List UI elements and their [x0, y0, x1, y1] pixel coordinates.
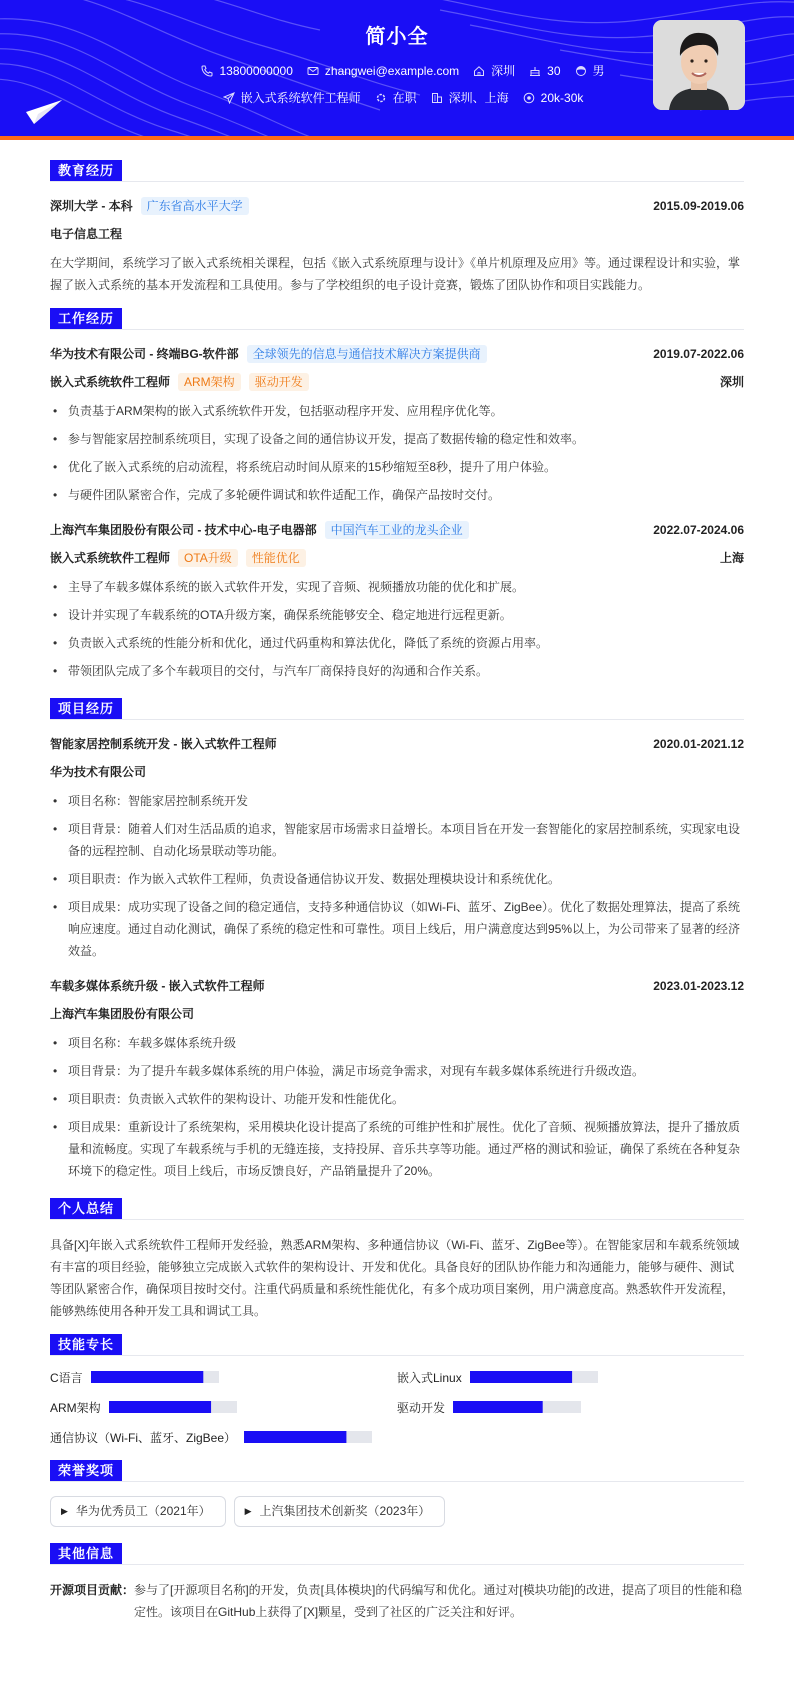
other-text: 参与了[开源项目名称]的开发，负责[具体模块]的代码编写和优化。通过对[模块功能]的改进，提高了项目的性能和稳定性。该项目在GitHub上获得了[X]颗星，受到了社区的广泛关注和好评。 — [134, 1583, 743, 1619]
list-item: • 项目名称：车载多媒体系统升级 — [50, 1032, 744, 1054]
skill-name: 嵌入式Linux — [397, 1370, 462, 1385]
skill-tag: 性能优化 — [246, 549, 306, 567]
other-section — [50, 1541, 744, 1623]
contact-email — [307, 64, 459, 78]
section-title: 荣誉奖项 — [50, 1460, 122, 1481]
skill-bar-fill — [470, 1371, 572, 1383]
intent-status — [375, 89, 417, 106]
skill-name: ARM架构 — [50, 1400, 101, 1415]
phone-text: 13800000000 — [219, 63, 293, 78]
education-section — [50, 158, 744, 296]
candidate-name: 简小全 — [365, 26, 429, 48]
age-text: 30 — [547, 63, 561, 78]
triangle-right-icon: ▶ — [244, 1506, 252, 1516]
section-header — [50, 1458, 744, 1482]
list-item: • 参与智能家居控制系统项目，实现了设备之间的通信协议开发，提高了数据传输的稳定性和效率。 — [50, 428, 744, 450]
section-header — [50, 1332, 744, 1356]
skill-bar-fill — [109, 1401, 211, 1413]
skill-item — [50, 1400, 397, 1414]
work-location: 深圳 — [719, 375, 744, 389]
list-item: • 设计并实现了车载系统的OTA升级方案，确保系统能够安全、稳定地进行远程更新。 — [50, 604, 744, 626]
section-title: 其他信息 — [50, 1543, 122, 1564]
cake-icon — [529, 65, 541, 77]
work-date: 2022.07-2024.06 — [653, 523, 744, 537]
list-item: • 项目成果：成功实现了设备之间的稳定通信，支持多种通信协议（如Wi-Fi、蓝牙、ZigBee）。优化了数据处理算法，提高了系统响应速度。通过自动化测试，确保了系统的稳定性和可靠性。项目上线后，用户满意度达到95%以上，为公司带来了显著的经济效益。 — [50, 896, 744, 962]
skill-item — [50, 1430, 397, 1444]
section-title: 项目经历 — [50, 698, 122, 719]
school-name: 深圳大学 - 本科 — [50, 199, 133, 213]
section-header — [50, 306, 744, 330]
skill-bar — [109, 1401, 237, 1413]
major: 电子信息工程 — [50, 227, 123, 241]
resume-header — [0, 0, 794, 140]
resume-body — [0, 140, 794, 1653]
list-item: • 优化了嵌入式系统的启动流程，将系统启动时间从原来的15秒缩短至8秒，提升了用户体验。 — [50, 456, 744, 478]
section-header — [50, 158, 744, 182]
status-icon — [375, 92, 387, 104]
list-item: • 带领团队完成了多个车载项目的交付，与汽车厂商保持良好的沟通和合作关系。 — [50, 660, 744, 682]
list-item: • 项目名称：智能家居控制系统开发 — [50, 790, 744, 812]
section-header — [50, 696, 744, 720]
contact-age — [529, 64, 560, 78]
projects-section — [50, 696, 744, 1182]
city-text: 深圳 — [491, 64, 516, 78]
avatar-portrait — [653, 20, 745, 110]
skill-name: 驱动开发 — [397, 1400, 446, 1415]
education-description: 在大学期间，系统学习了嵌入式系统相关课程，包括《嵌入式系统原理与设计》《单片机原理及应用》等。通过课程设计和实验，掌握了嵌入式系统的基本开发流程和工具使用。参与了学校组织的电子设计竞赛，锻炼了团队协作和项目实践能力。 — [50, 256, 741, 292]
intent-salary — [523, 91, 584, 105]
section-header — [50, 1196, 744, 1220]
award-item — [50, 1496, 226, 1527]
list-item: • 负责嵌入式系统的性能分析和优化，通过代码重构和算法优化，降低了系统的资源占用率。 — [50, 632, 744, 654]
intent-cities — [431, 89, 509, 106]
school-tag: 广东省高水平大学 — [141, 197, 249, 215]
skill-tag: OTA升级 — [178, 549, 238, 567]
phone-icon — [201, 65, 213, 77]
work-bullets — [50, 576, 744, 682]
triangle-right-icon: ▶ — [61, 1506, 68, 1516]
project-bullets — [50, 790, 744, 962]
salary-icon — [523, 92, 535, 104]
list-item: • 项目职责：作为嵌入式软件工程师，负责设备通信协议开发、数据处理模块设计和系统优化。 — [50, 868, 744, 890]
section-header — [50, 1541, 744, 1565]
summary-text: 具备[X]年嵌入式系统软件工程师开发经验，熟悉ARM架构、多种通信协议（Wi-Fi、蓝牙、ZigBee等）。在智能家居和车载系统领域有丰富的项目经验，能够独立完成嵌入式软件的架构设计、开发和优化。具备良好的团队协作能力和沟通能力，能够与硬件、测试等团队紧密合作，确保项目按时交付。注重代码质量和系统性能优化，有多个成功项目案例，用户满意度高。熟悉软件开发流程，能够熟练使用各种开发工具和调试工具。 — [50, 1238, 740, 1318]
company-name: 上海汽车集团股份有限公司 - 技术中心-电子电器部 — [50, 523, 317, 537]
skill-bar — [91, 1371, 219, 1383]
status-text: 在职 — [392, 91, 417, 105]
gender-icon — [575, 65, 587, 77]
list-item: • 项目背景：随着人们对生活品质的追求，智能家居市场需求日益增长。本项目旨在开发一套智能化的家居控制系统，实现家电设备的远程控制、自动化场景联动等功能。 — [50, 818, 744, 862]
skill-item — [50, 1370, 397, 1384]
section-title: 个人总结 — [50, 1198, 122, 1219]
project-company: 华为技术有限公司 — [50, 765, 147, 779]
skill-bar-fill — [453, 1401, 543, 1413]
work-bullets — [50, 400, 744, 506]
skills-grid — [50, 1370, 744, 1444]
list-item: • 项目职责：负责嵌入式软件的架构设计、功能开发和性能优化。 — [50, 1088, 744, 1110]
building-icon — [431, 92, 443, 104]
home-icon — [473, 65, 485, 77]
contact-gender — [575, 62, 605, 79]
work-location: 上海 — [719, 551, 744, 565]
intent-position — [223, 89, 361, 106]
award-text: 上汽集团技术创新奖（2023年） — [259, 1504, 431, 1518]
project-item — [50, 976, 744, 1182]
job-role: 嵌入式系统软件工程师 — [50, 551, 171, 565]
skill-tag: ARM架构 — [178, 373, 241, 391]
cities-text: 深圳、上海 — [448, 91, 509, 105]
education-item — [50, 196, 744, 216]
award-item — [234, 1496, 446, 1527]
paper-plane-icon — [24, 98, 64, 126]
contact-city — [473, 62, 515, 79]
skill-bar — [470, 1371, 598, 1383]
list-item: • 主导了车载多媒体系统的嵌入式软件开发，实现了音频、视频播放功能的优化和扩展。 — [50, 576, 744, 598]
skill-name: 通信协议（Wi-Fi、蓝牙、ZigBee） — [50, 1430, 237, 1445]
section-title: 技能专长 — [50, 1334, 122, 1355]
gender-text: 男 — [592, 64, 605, 78]
summary-section — [50, 1196, 744, 1322]
section-title: 教育经历 — [50, 160, 122, 181]
skill-bar-fill — [244, 1431, 346, 1443]
skill-bar — [453, 1401, 581, 1413]
awards-section — [50, 1458, 744, 1527]
work-section — [50, 306, 744, 682]
education-date: 2015.09-2019.06 — [653, 199, 744, 213]
company-tag: 全球领先的信息与通信技术解决方案提供商 — [247, 345, 487, 363]
work-item — [50, 344, 744, 506]
position-text: 嵌入式系统软件工程师 — [240, 91, 361, 105]
skill-name: C语言 — [50, 1370, 83, 1385]
list-item: • 项目背景：为了提升车载多媒体系统的用户体验，满足市场竞争需求，对现有车载多媒体系统进行升级改造。 — [50, 1060, 744, 1082]
skill-bar — [244, 1431, 372, 1443]
skill-bar-fill — [91, 1371, 204, 1383]
work-item — [50, 520, 744, 682]
avatar — [653, 20, 745, 110]
other-item — [50, 1579, 744, 1623]
project-name: 智能家居控制系统开发 - 嵌入式软件工程师 — [50, 737, 277, 751]
company-name: 华为技术有限公司 - 终端BG-软件部 — [50, 347, 239, 361]
skill-item — [397, 1400, 744, 1414]
project-date: 2023.01-2023.12 — [653, 979, 744, 993]
mail-icon — [307, 65, 319, 77]
email-text: zhangwei@example.com — [324, 63, 460, 78]
skill-tag: 驱动开发 — [249, 373, 309, 391]
job-role: 嵌入式系统软件工程师 — [50, 375, 171, 389]
awards-list — [50, 1496, 744, 1527]
project-item — [50, 734, 744, 962]
company-tag: 中国汽车工业的龙头企业 — [325, 521, 469, 539]
send-icon — [223, 92, 235, 104]
list-item: • 负责基于ARM架构的嵌入式系统软件开发，包括驱动程序开发、应用程序优化等。 — [50, 400, 744, 422]
other-label: 开源项目贡献： — [50, 1583, 135, 1597]
project-bullets — [50, 1032, 744, 1182]
list-item: • 项目成果：重新设计了系统架构，采用模块化设计提高了系统的可维护性和扩展性。优化了音频、视频播放算法，提升了播放质量和流畅度。实现了车载系统与手机的无缝连接，支持投屏、音乐共享等功能。通过严格的测试和验证，确保了系统在各种复杂环境下的稳定性。项目上线后，市场反馈良好，产品销量提升了20%。 — [50, 1116, 744, 1182]
project-name: 车载多媒体系统升级 - 嵌入式软件工程师 — [50, 979, 265, 993]
award-text: 华为优秀员工（2021年） — [75, 1504, 211, 1518]
project-date: 2020.01-2021.12 — [653, 737, 744, 751]
list-item: • 与硬件团队紧密合作，完成了多轮硬件调试和软件适配工作，确保产品按时交付。 — [50, 484, 744, 506]
contact-phone — [201, 64, 292, 78]
section-title: 工作经历 — [50, 308, 122, 329]
work-date: 2019.07-2022.06 — [653, 347, 744, 361]
skill-item — [397, 1370, 744, 1384]
salary-text: 20k-30k — [540, 90, 584, 105]
project-company: 上海汽车集团股份有限公司 — [50, 1007, 195, 1021]
skills-section — [50, 1332, 744, 1444]
